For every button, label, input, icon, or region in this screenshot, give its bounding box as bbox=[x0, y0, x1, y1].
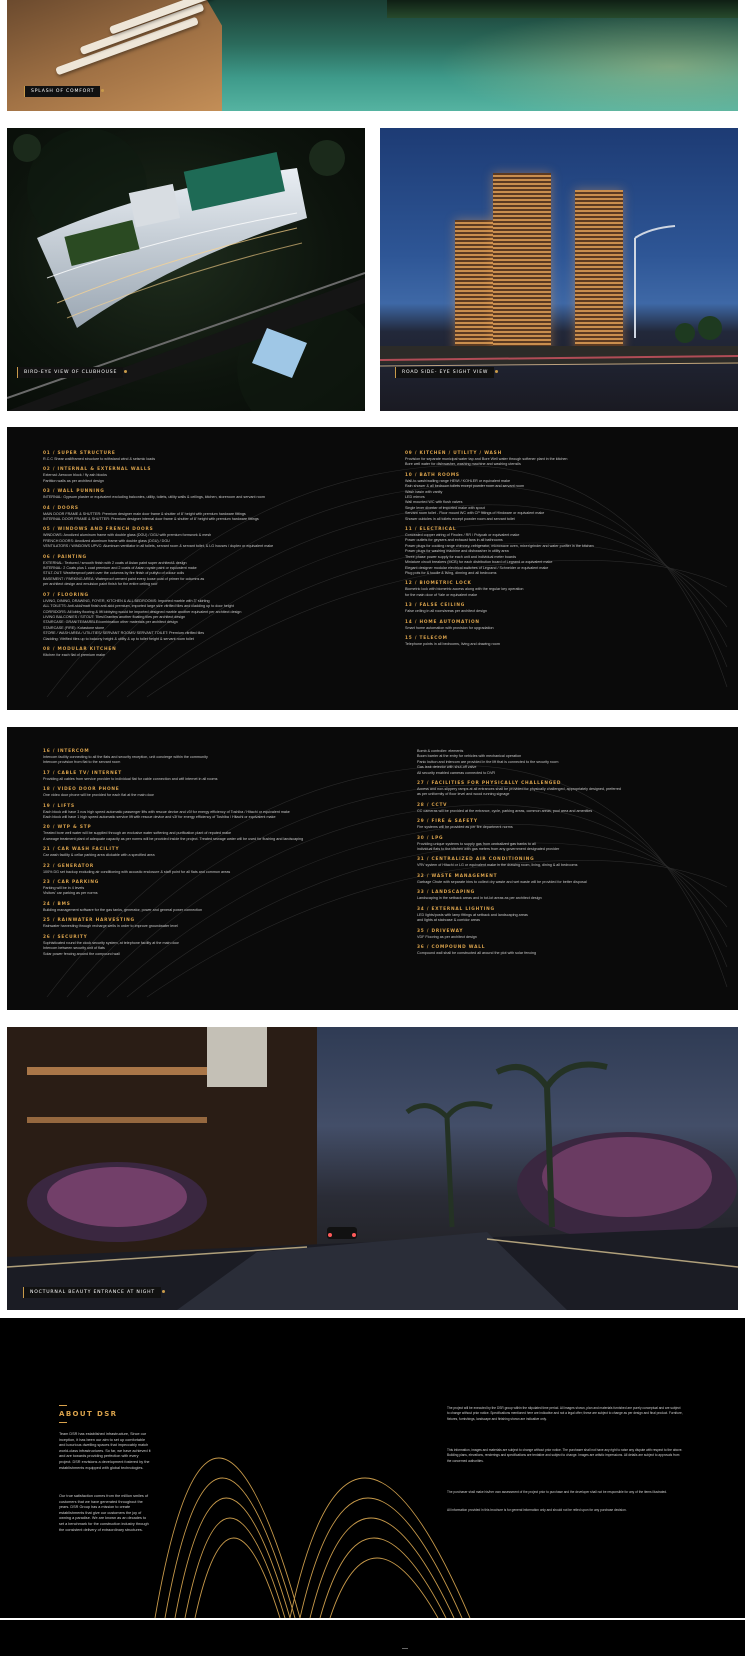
spec-line: STAIRCASE: GRANITE/MARBLE/combination other materials per architect design bbox=[43, 620, 178, 625]
spec-line: Servant room toilet - Floor mount WC with CP fittings of Hindware or equivalent make bbox=[405, 511, 545, 516]
about-section bbox=[0, 1318, 745, 1618]
spec-line: Bomb & controller: elements bbox=[417, 749, 464, 753]
spec-item bbox=[43, 804, 303, 821]
spec-line: Providing all cables from service provider to individual flat for cable connection and wifi internet in all rooms bbox=[43, 776, 218, 781]
spec-heading: 33 / LANDSCAPING bbox=[417, 890, 476, 896]
spec-heading: 22 / GENERATOR bbox=[43, 863, 94, 869]
spec-item bbox=[417, 819, 621, 830]
spec-item bbox=[43, 555, 273, 588]
roadside-image bbox=[380, 128, 738, 411]
spec-line: Providing unique systems to supply gas from centralized gas banks to all bbox=[417, 841, 536, 846]
spec-line: Kitchen for each flat of premium make bbox=[43, 652, 106, 657]
spec-item bbox=[405, 451, 594, 468]
spec-item bbox=[43, 467, 273, 484]
dsr-arches-graphic bbox=[150, 1318, 500, 1618]
spec-line: for the main door of Yale or equivalent make bbox=[405, 592, 478, 597]
spec-heading: 17 / CABLE TV/ INTERNET bbox=[43, 770, 123, 776]
spec-line: Landscaping in the setback areas and in tot-lot areas as per architect design bbox=[417, 896, 542, 901]
spec-line: INTERNAL: Gypsum plaster or equivalent excluding balconies, utility, toilets, utility walls & ceilings, kitchen, storeroom and servant room bbox=[43, 495, 265, 500]
spec-heading: 26 / SECURITY bbox=[43, 934, 88, 940]
spec-line: Building management software for the gas tanks, generator, power and general power connection bbox=[43, 907, 203, 912]
spec-line: Partition walls as per architect design bbox=[43, 478, 104, 483]
spec-line: One video door phone will be provided for each flat at the main door bbox=[43, 793, 154, 798]
title-rule bbox=[59, 1422, 67, 1423]
spec-heading: 30 / LPG bbox=[417, 835, 444, 841]
spec-line: 100% DG set backup excluding air conditioning with acoustic enclosure & staff point for all flats and common areas bbox=[43, 869, 231, 874]
caption-roadside: ROAD SIDE- EYE SIGHT VIEW bbox=[395, 367, 494, 378]
spec-line: Garbage Chute with separate bins to collect dry waste and wet waste will be provided for better disposal bbox=[417, 879, 587, 884]
spec-item bbox=[43, 506, 273, 523]
disclaimer-paragraph-4: All information provided in this brochure is for general information only and should not be relied upon for any purchase decision. bbox=[447, 1508, 627, 1512]
spec-line: CC cameras will be provided at the entrance, cycle, parking areas, common areas, pool area and amenities bbox=[417, 808, 593, 813]
spec-heading: 31 / CENTRALIZED AIR CONDITIONING bbox=[417, 857, 535, 863]
spec-line: VDF Flooring as per architect design bbox=[417, 934, 477, 939]
caption-pool: SPLASH OF COMFORT bbox=[24, 86, 100, 97]
spec-line: FRENCH DOORS: Anodized aluminum frame with double glass (DGU) / DGU bbox=[43, 538, 170, 543]
spec-heading: 24 / BMS bbox=[43, 901, 71, 907]
spec-line: Fire systems will be provided as per fire department norms bbox=[417, 825, 513, 830]
spec-item bbox=[43, 787, 303, 798]
spec-heading: 10 / BATH ROOMS bbox=[405, 472, 460, 478]
spec-line: Each block will have 1 high speed automatic service lift with rescue device and v3f for energy efficiency of Toshiba / Hitachi or equivalent make bbox=[43, 815, 276, 820]
spec-heading: 11 / ELECTRICAL bbox=[405, 527, 457, 533]
spec-heading: 27 / FACILITIES FOR PHYSICALLY CHALLENGED bbox=[417, 781, 562, 787]
spec2-left-column bbox=[43, 749, 303, 962]
spec-line: CORRIDORS: All lobby flooring & lift lobbying would be imported designed marble another equivalent per architect design bbox=[43, 609, 242, 614]
spec-line: Single lever diverter of imported make with spout bbox=[405, 505, 485, 510]
spec-line: INTERNAL DOOR FRAME & SHUTTER: Premium designer internal door frame & shutter of 8' height with premium hardware fittings bbox=[43, 517, 259, 522]
spec-line: STORE / WASH AREA / UTILITIES/ SERVANT ROOMS/ SERVANT TOILET: Premium vitrified tiles bbox=[43, 631, 205, 636]
spec-item bbox=[43, 593, 273, 642]
spec-line: Solar power fencing around the compound wall bbox=[43, 951, 120, 956]
caption-clubhouse: BIRD-EYE VIEW OF CLUBHOUSE bbox=[17, 367, 123, 378]
spec-line: STILT-OUT: Weatherproof paint over the columns by fire finish of puttyto of colour coils bbox=[43, 571, 185, 576]
footer-band bbox=[0, 1618, 745, 1656]
spec1-right-column bbox=[405, 451, 594, 652]
pool-hedge bbox=[387, 0, 738, 18]
spec-line: Plug pots for & toodle & living, dinning and all bedrooms bbox=[405, 570, 497, 575]
spec-heading: 05 / WINDOWS AND FRENCH DOORS bbox=[43, 527, 154, 533]
spec-line: Intercom facility connecting to all the flats and security reception, unit concierge within the community bbox=[43, 755, 208, 759]
spec-heading: 28 / CCTV bbox=[417, 802, 448, 808]
spec-line: LIVING BALCONIES / SITOUT: Tiles/Granites another floating tiles per architect design bbox=[43, 614, 186, 619]
spec-item bbox=[417, 836, 621, 853]
spec-item bbox=[405, 527, 594, 576]
spec-line: Treated bore well water will be supplied through an exclusive water softening and purification plant of reputed make bbox=[43, 831, 232, 836]
about-paragraph-2: Our true satisfaction comes from the million smiles of customers that we have generated throughout the years. DSR Group has a mission to create establishments that give our customers the joy of owning a paradise. We are known as an decades to set a benchmark for the construction industry through the consistent delivery of extraordinary structures. bbox=[59, 1494, 149, 1532]
spec-line: VENTILATORS / WINDOWS UPVC: Aluminum ventilator in all toilets, servant room & servant toilet, & LG houses / duplex or equivalent make bbox=[43, 544, 274, 549]
spec-line: Each block will have 3 nos high speed automatic passenger lifts with rescue device and v3f for energy efficiency of Toshiba / Hitachi or equivalent make bbox=[43, 809, 290, 814]
spec-line: All security enabled cameras connected to DVR bbox=[417, 770, 496, 775]
spec-line: WINDOWS: Anodized aluminum frame with double glass (DGU) / DGU with premium formwork & mesh bbox=[43, 533, 212, 538]
spec-line: ALL TOILETS: Anti-skid/matt finish anti-skid premium, imported large size vitrified tiles and cladding up to door height bbox=[43, 604, 234, 609]
spec-line: individual flats to the kitchen with gas meters from any government designated provider bbox=[417, 847, 560, 852]
spec-line: and lights at staircase & corridor areas bbox=[417, 918, 480, 923]
spec-line: VRV system of Hitachi or LG or equivalent make in the drawing room, living, dining & all bedrooms bbox=[417, 863, 578, 868]
spec-line: External: Aerocon block / fly ash blocks bbox=[43, 473, 107, 478]
spec-line: Bore well water for dishwasher, washing machine and washing utensils bbox=[405, 462, 521, 467]
spec-item bbox=[405, 636, 594, 647]
spec-item bbox=[417, 857, 621, 868]
spec-line: Shower cubicles in all toilets except powder room and servant toilet bbox=[405, 516, 515, 521]
title-rule bbox=[59, 1405, 67, 1406]
spec-item bbox=[417, 890, 621, 901]
about-paragraph-1: Team DSR has established infrastructure, Since our inception, it has been our aim to set up comfortable and luxurious dwelling spaces that impeccably match world-class infrastructures. So far, we have achieved it and are towards providing perfection with every project. DSR envisions a development fostered by the establishments equipped with global technologies. bbox=[59, 1432, 151, 1470]
spec-line: Wall mounted WC with flush valves bbox=[405, 500, 463, 505]
spec-heading: 03 / WALL PUNNING bbox=[43, 489, 105, 495]
spec-line: Telephone points in all bedrooms, living and drawing room bbox=[405, 641, 500, 646]
pool-image bbox=[7, 0, 738, 111]
spec-line: INTERNAL: 2 Coats plus 1 coat premium and 2 coats of Asian royale paint or equivalent make bbox=[43, 566, 197, 571]
spec-item bbox=[43, 647, 273, 658]
spec-item bbox=[417, 945, 621, 956]
spec-item bbox=[405, 603, 594, 614]
spec-line: Power outlets for geysers and exhaust fans in all bathrooms bbox=[405, 538, 503, 543]
spec-item bbox=[417, 781, 621, 798]
entrance-illustration bbox=[7, 1027, 738, 1310]
spec-item bbox=[43, 771, 303, 782]
spec-line: A sewage treatment plant of adequate capacity as per norms will be provided inside the project. Treated sewage water will be used for flushing and landscaping bbox=[43, 836, 304, 841]
spec-heading: 06 / PAINTING bbox=[43, 554, 87, 560]
spec-heading: 15 / TELECOM bbox=[405, 635, 448, 641]
caption-entrance: NOCTURNAL BEAUTY ENTRANCE AT NIGHT bbox=[23, 1287, 161, 1298]
spec-item bbox=[43, 749, 303, 766]
spec-item bbox=[43, 451, 273, 462]
footer-rule bbox=[0, 1618, 745, 1620]
specifications-page-1 bbox=[7, 427, 738, 710]
clubhouse-image bbox=[7, 128, 365, 411]
spec-line: LED lights/posts with lamp fittings at setback and landscaping areas bbox=[417, 912, 528, 917]
spec-item bbox=[417, 874, 621, 885]
spec-heading: 20 / WTP & STP bbox=[43, 825, 92, 831]
spec-line: LED mirrors bbox=[405, 495, 425, 500]
specifications-page-2 bbox=[7, 727, 738, 1010]
spec-line: as per uniformity of floor level and wood running signage bbox=[417, 792, 510, 797]
spec-line: Power plugs for washing machine and dishwasher in utility area bbox=[405, 549, 509, 554]
spec-item bbox=[43, 527, 273, 549]
spec-item bbox=[417, 803, 621, 814]
spec-line: False ceiling in all room/areas per architect design bbox=[405, 609, 487, 614]
spec-heading: 19 / LIFTS bbox=[43, 803, 75, 809]
spec-heading: 32 / WASTE MANAGEMENT bbox=[417, 873, 498, 879]
spec-item bbox=[417, 907, 621, 924]
page-mark bbox=[402, 1648, 408, 1649]
about-title: ABOUT DSR bbox=[59, 1410, 118, 1418]
spec-line: Car wash facility & cellar parking area clickable with a specified area bbox=[43, 853, 155, 858]
spec-line: Compound wall shall be constructed all around the plot with solar fencing bbox=[417, 950, 537, 955]
spec-line: Rain shower & all bedroom toilets except powder room and servant room bbox=[405, 484, 525, 489]
spec-line: Gas leak detector with shut-off valve bbox=[417, 765, 477, 770]
entrance-night-image bbox=[7, 1027, 738, 1310]
spec-item bbox=[43, 489, 273, 500]
spec-heading: 01 / SUPER STRUCTURE bbox=[43, 451, 116, 456]
spec1-left-column bbox=[43, 451, 273, 663]
spec-line: per architect design and emulsion paint finish for the entire ceiling roof bbox=[43, 582, 158, 587]
spec-heading: 29 / FIRE & SAFETY bbox=[417, 819, 478, 825]
disclaimer-paragraph-2: This information, images and materials are subject to change without prior notice. The purchaser shall not have any right to raise any dispute with respect to the above. Building plans, elevations, renderings and specifications are tentative and subject to change. Images are artistic impressions. All details are subject to approvals from the concerned authorities. bbox=[447, 1448, 683, 1463]
spec-heading: 02 / INTERNAL & EXTERNAL WALLS bbox=[43, 467, 152, 473]
spec-line: EXTERNAL: Textured / smooth finish with 2 coats of Asian paint super architect& design bbox=[43, 560, 187, 565]
spec-heading: 07 / FLOORING bbox=[43, 592, 89, 598]
spec-heading: 18 / VIDEO DOOR PHONE bbox=[43, 787, 120, 793]
spec-line: Visitors' car parking as per norms bbox=[43, 891, 98, 896]
spec-line: Boom barrier at the entry for vehicles with mechanical operation bbox=[417, 754, 522, 759]
spec-line: Intercom provision from flat to the servant room bbox=[43, 760, 121, 765]
spec-line: R.C.C Shear wall/framed structure to withstand wind & seismic loads bbox=[43, 457, 156, 461]
spec-line: Intercom between security unit of flats bbox=[43, 946, 105, 951]
spec-heading: 36 / COMPOUND WALL bbox=[417, 944, 486, 950]
spec-heading: 14 / HOME AUTOMATION bbox=[405, 619, 480, 625]
spec-line: Smart home automation with provision for upgradation bbox=[405, 625, 494, 630]
spec-item bbox=[43, 825, 303, 842]
spec-item bbox=[43, 902, 303, 913]
spec2-right-column bbox=[417, 749, 621, 961]
spec-line: Power plugs for cooking range chimney, refrigerator, microwave oven, mixer/grinder and water purifier in the kitchen bbox=[405, 543, 594, 548]
disclaimer-paragraph-1: The project will be executed by the DSR group within the stipulated time period. All images shown, plan and materials furnished are purely conceptual and are subject to change without prior notice. Specifications mentioned here are indicative and not a legal offer; these are subject to change as per design and final product. Furniture, fixtures, furnishings, landscape and finishing shown are indicative only. bbox=[447, 1406, 683, 1421]
spec-line: Provision for separate municipal water tap and Bore Well water through softener plant in the kitchen bbox=[405, 457, 568, 461]
spec-item bbox=[405, 473, 594, 522]
spec-line: LIVING, DINING, DRAWING, FOYER, KITCHEN & ALL BEDROOMS: Imported marble with 3" skirting bbox=[43, 598, 210, 603]
spec-line: Three phase power supply for each unit and individual meter boards bbox=[405, 554, 517, 559]
spec-item bbox=[43, 935, 303, 957]
spec-item bbox=[43, 847, 303, 858]
spec-line: MAIN DOOR FRAME & SHUTTER: Premium designer main door frame & shutter of 8' height with premium hardware fittings bbox=[43, 511, 246, 516]
spec-item bbox=[43, 864, 303, 875]
spec-line: BASEMENT / PARKING AREA: Waterproof cement paint every loose coat of primer for columns as bbox=[43, 576, 205, 581]
spec-line: Concealed copper wiring of Finolex / RR / Polycab or equivalent make bbox=[405, 533, 520, 538]
spec-item bbox=[43, 880, 303, 897]
spec-line: Wash basin with vanity bbox=[405, 489, 443, 494]
spec-line: Biometric lock with biometric access along with the regular key operation bbox=[405, 587, 524, 592]
spec-heading: 23 / CAR PARKING bbox=[43, 880, 100, 886]
spec-item bbox=[417, 929, 621, 940]
spec-line: Cladding: Vitrified tiles up to balcony height & utility & up to toilet height & servant room toilet bbox=[43, 636, 194, 641]
spec-heading: 04 / DOORS bbox=[43, 505, 79, 511]
disclaimer-paragraph-3: The purchaser shall make his/her own assessment of the project prior to purchase and the developer shall not be responsible for any of the items illustrated. bbox=[447, 1490, 668, 1494]
spec-item bbox=[405, 581, 594, 598]
spec-heading: 21 / CAR WASH FACILITY bbox=[43, 847, 120, 853]
spec-item bbox=[405, 620, 594, 631]
spec-heading: 08 / MODULAR KITCHEN bbox=[43, 646, 117, 652]
spec-heading: 35 / DRIVEWAY bbox=[417, 928, 464, 934]
spec-heading: 12 / BIOMETRIC LOCK bbox=[405, 581, 472, 587]
spec-heading: 16 / INTERCOM bbox=[43, 749, 90, 754]
spec-line: Wall-to-wash/walling range HEWI / KOHLER or equivalent make bbox=[405, 478, 510, 483]
spec-line: Elegant designer modular electrical switches of Legrand / Schneider or equivalent make bbox=[405, 565, 549, 570]
spec-heading: 25 / RAINWATER HARVESTING bbox=[43, 918, 135, 924]
spec-line: STAIRCASE (FIRE): Kotastone stone bbox=[43, 625, 105, 630]
spec-line: Sophisticated round the clock security system, at telephone facility at the main door bbox=[43, 940, 179, 945]
spec-item bbox=[417, 749, 621, 776]
spec-line: Miniature circuit breakers (MCB) for each distribution board of Legrand or equivalent make bbox=[405, 560, 553, 565]
spec-line: Parking will be in 4 levels bbox=[43, 886, 85, 891]
spec-heading: 09 / KITCHEN / UTILITY / WASH bbox=[405, 451, 502, 456]
spec-heading: 13 / FALSE CEILING bbox=[405, 603, 466, 609]
spec-item bbox=[43, 918, 303, 929]
spec-heading: 34 / EXTERNAL LIGHTING bbox=[417, 906, 495, 912]
spec-line: Access and non-slippery ramps at all entrances shall be provided for physically challenged, appropriately designed, preferred bbox=[417, 787, 621, 792]
spec-line: Rainwater harvesting through recharge wells in order to improve groundwater level bbox=[43, 924, 178, 929]
spec-line: Panic button and intercom are provided in the lift that is connected to the security room bbox=[417, 759, 559, 764]
